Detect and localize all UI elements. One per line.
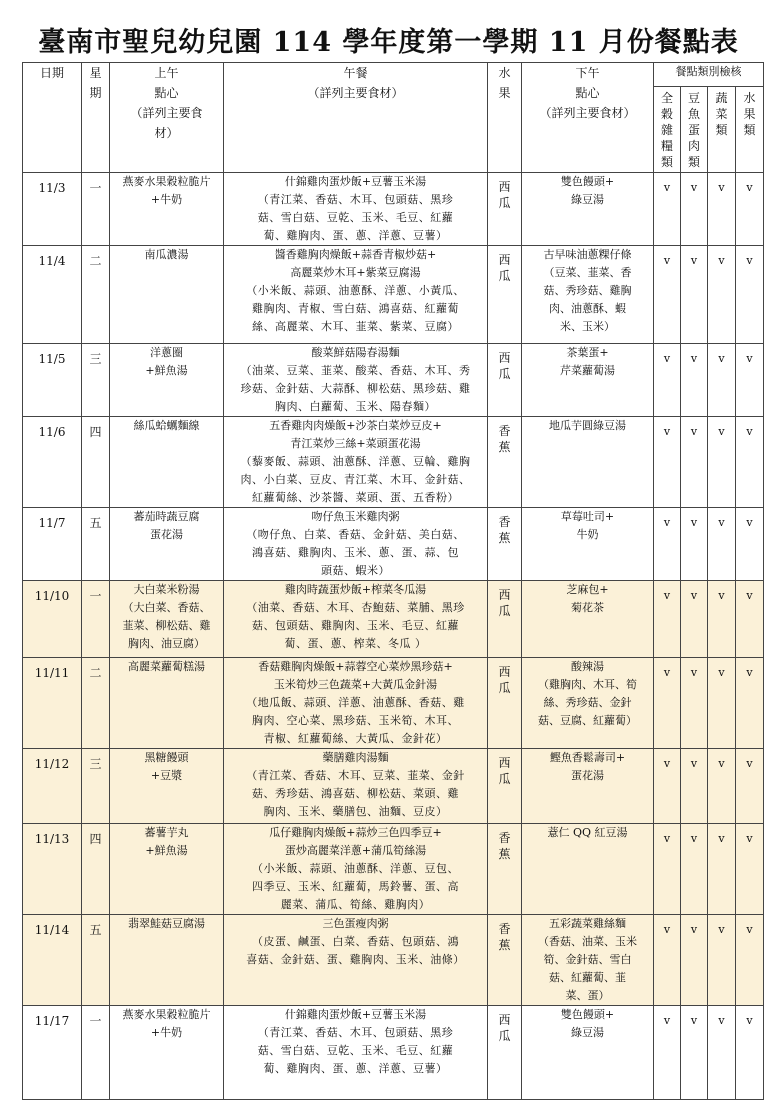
row-fruit: 西 瓜 xyxy=(488,173,522,246)
row-check-grains: v xyxy=(654,658,681,749)
row-check-veg: v xyxy=(708,824,736,915)
table-header xyxy=(23,63,764,173)
row-weekday: 五 xyxy=(82,915,110,1006)
row-check-grains: v xyxy=(654,581,681,658)
row-weekday: 二 xyxy=(82,246,110,344)
table-row xyxy=(23,915,764,1006)
row-fruit: 西 瓜 xyxy=(488,749,522,824)
row-pm-snack: 雙色饅頭+ 綠豆湯 xyxy=(522,1006,654,1100)
table-row xyxy=(23,246,764,344)
row-pm-snack: 雙色饅頭+ 綠豆湯 xyxy=(522,173,654,246)
row-date: 11/10 xyxy=(23,581,82,658)
row-lunch-ingredients: （油菜、豆菜、韮菜、酸菜、香菇、木耳、秀 珍菇、金針菇、大蒜酥、柳松菇、黑珍菇、雞 胸肉、白蘿蔔、玉米、陽春麵） xyxy=(240,364,471,413)
row-lunch-ingredients: （皮蛋、鹹蛋、白菜、香菇、包頭菇、鴻 喜菇、金針菇、蛋、雞胸肉、玉米、油條） xyxy=(246,935,465,966)
row-date: 11/5 xyxy=(23,344,82,417)
row-fruit: 香 蕉 xyxy=(488,508,522,581)
row-check-grains: v xyxy=(654,508,681,581)
row-check-fruit: v xyxy=(736,246,764,344)
row-fruit: 西 瓜 xyxy=(488,344,522,417)
row-fruit: 西 瓜 xyxy=(488,1006,522,1100)
row-check-grains: v xyxy=(654,344,681,417)
row-lunch-main: 雞肉時蔬蛋炒飯+榨菜冬瓜湯 xyxy=(284,583,427,596)
row-weekday: 一 xyxy=(82,1006,110,1100)
row-date: 11/4 xyxy=(23,246,82,344)
row-check-protein: v xyxy=(681,508,708,581)
row-check-fruit: v xyxy=(736,344,764,417)
table-row xyxy=(23,1006,764,1100)
row-lunch-main: 酸菜鮮菇陽春湯麵 xyxy=(311,346,400,359)
row-check-protein: v xyxy=(681,246,708,344)
row-check-veg: v xyxy=(708,658,736,749)
row-fruit: 香 蕉 xyxy=(488,824,522,915)
table-row xyxy=(23,824,764,915)
row-check-protein: v xyxy=(681,824,708,915)
row-pm-snack: 古早味油蔥粿仔條 （豆菜、韮菜、香 菇、秀珍菇、雞胸 肉、油蔥酥、蝦 米、玉米） xyxy=(522,246,654,344)
row-check-fruit: v xyxy=(736,915,764,1006)
row-lunch-ingredients: （小米飯、蒜頭、油蔥酥、洋蔥、小黃瓜、 雞胸肉、青椒、雪白菇、鴻喜菇、紅蘿蔔 絲、高麗菜、木耳、韮菜、紫菜、豆腐） xyxy=(246,284,465,333)
row-pm-snack: 五彩蔬菜雞絲麵 （香菇、油菜、玉米 筍、金針菇、雪白 菇、紅蘿蔔、韮 菜、蛋） xyxy=(522,915,654,1006)
row-am-snack: 燕麥水果穀粒脆片 +牛奶 xyxy=(110,173,224,246)
row-lunch-ingredients: （油菜、香菇、木耳、杏鮑菇、菜脯、黑珍 菇、包頭菇、雞胸肉、玉米、毛豆、紅蘿 蔔、蛋、蔥、榨菜、冬瓜 ） xyxy=(246,601,465,650)
header-weekday: 星 期 xyxy=(82,63,110,173)
row-check-grains: v xyxy=(654,915,681,1006)
table-row xyxy=(23,658,764,749)
row-lunch-main: 香菇雞胸肉燥飯+蒜蓉空心菜炒黑珍菇+ 玉米筍炒三色蔬菜+大黃瓜金針湯 xyxy=(258,660,453,691)
row-check-veg: v xyxy=(708,915,736,1006)
row-check-veg: v xyxy=(708,173,736,246)
row-pm-snack: 鰹魚香鬆壽司+ 蛋花湯 xyxy=(522,749,654,824)
row-pm-snack: 草莓吐司+ 牛奶 xyxy=(522,508,654,581)
row-check-veg: v xyxy=(708,246,736,344)
row-lunch-ingredients: （小米飯、蒜頭、油蔥酥、洋蔥、豆包、 四季豆、玉米、紅蘿蔔，馬鈴薯、蛋、高 麗菜、蒲瓜、筍絲、雞胸肉） xyxy=(252,862,459,911)
meal-table xyxy=(22,62,764,1100)
row-lunch-main: 五香雞肉肉燥飯+沙茶白菜炒豆皮+ 青江菜炒三絲+菜頭蛋花湯 xyxy=(269,419,442,450)
row-lunch-ingredients: （藜麥飯、蒜頭、油蔥酥、洋蔥、豆輪、雞胸 肉、小白菜、豆皮、青江菜、木耳、金針菇、 紅蘿蔔絲、沙茶醬、菜頭、蛋、五香粉） xyxy=(240,455,471,504)
row-check-veg: v xyxy=(708,508,736,581)
row-check-fruit: v xyxy=(736,417,764,508)
row-date: 11/11 xyxy=(23,658,82,749)
row-weekday: 三 xyxy=(82,749,110,824)
row-check-protein: v xyxy=(681,581,708,658)
row-check-grains: v xyxy=(654,824,681,915)
row-weekday: 二 xyxy=(82,658,110,749)
table-row xyxy=(23,344,764,417)
row-check-protein: v xyxy=(681,1006,708,1100)
header-date: 日期 xyxy=(23,63,82,173)
row-check-fruit: v xyxy=(736,749,764,824)
row-am-snack: 蕃茄時蔬豆腐 蛋花湯 xyxy=(110,508,224,581)
row-pm-snack: 芝麻包+ 菊花茶 xyxy=(522,581,654,658)
table-body xyxy=(23,173,764,1100)
row-check-protein: v xyxy=(681,417,708,508)
table-row xyxy=(23,173,764,246)
row-weekday: 四 xyxy=(82,824,110,915)
row-check-veg: v xyxy=(708,417,736,508)
row-weekday: 一 xyxy=(82,581,110,658)
row-lunch-main: 醬香雞胸肉燥飯+蒜香青椒炒菇+ 高麗菜炒木耳+紫菜豆腐湯 xyxy=(274,248,437,279)
row-lunch-main: 什錦雞肉蛋炒飯+豆薯玉米湯 xyxy=(284,1008,427,1021)
header-check-title: 餐點類別檢核 xyxy=(654,63,764,87)
row-date: 11/7 xyxy=(23,508,82,581)
header-pm-snack: 下午 點心 （詳列主要食材） xyxy=(522,63,654,173)
row-am-snack: 南瓜濃湯 xyxy=(110,246,224,344)
row-check-protein: v xyxy=(681,173,708,246)
row-check-veg: v xyxy=(708,1006,736,1100)
row-check-fruit: v xyxy=(736,658,764,749)
row-check-grains: v xyxy=(654,246,681,344)
table-row xyxy=(23,417,764,508)
row-date: 11/13 xyxy=(23,824,82,915)
row-pm-snack: 薏仁 QQ 紅豆湯 xyxy=(522,824,654,915)
header-check-protein: 豆 魚 蛋 肉 類 xyxy=(681,87,708,173)
row-lunch-main: 吻仔魚玉米雞肉粥 xyxy=(311,510,400,523)
row-fruit: 香 蕉 xyxy=(488,417,522,508)
row-pm-snack: 地瓜芋圓綠豆湯 xyxy=(522,417,654,508)
row-check-protein: v xyxy=(681,915,708,1006)
row-check-grains: v xyxy=(654,749,681,824)
header-fruit: 水 果 xyxy=(488,63,522,173)
row-pm-snack: 茶葉蛋+ 芹菜蘿蔔湯 xyxy=(522,344,654,417)
row-fruit: 西 瓜 xyxy=(488,581,522,658)
header-lunch: 午餐 （詳列主要食材） xyxy=(224,63,488,173)
row-pm-snack: 酸辣湯 （雞胸肉、木耳、筍 絲、秀珍菇、金針 菇、豆腐、紅蘿蔔） xyxy=(522,658,654,749)
row-check-fruit: v xyxy=(736,1006,764,1100)
row-check-grains: v xyxy=(654,417,681,508)
header-check-grains: 全 穀 雜 糧 類 xyxy=(654,87,681,173)
row-fruit: 西 瓜 xyxy=(488,658,522,749)
row-date: 11/12 xyxy=(23,749,82,824)
row-check-grains: v xyxy=(654,173,681,246)
row-lunch-main: 瓜仔雞胸肉燥飯+蒜炒三色四季豆+ 蛋炒高麗菜洋蔥+蒲瓜筍絲湯 xyxy=(269,826,442,857)
row-lunch-ingredients: （地瓜飯、蒜頭、洋蔥、油蔥酥、香菇、雞 胸肉、空心菜、黑珍菇、玉米筍、木耳、 青椒、紅蘿蔔絲、大黃瓜、金針花） xyxy=(246,696,465,745)
row-lunch-main: 什錦雞肉蛋炒飯+豆薯玉米湯 xyxy=(284,175,427,188)
row-lunch-main: 藥膳雞肉湯麵 xyxy=(322,751,389,764)
row-date: 11/14 xyxy=(23,915,82,1006)
row-lunch-main: 三色蛋瘦肉粥 xyxy=(322,917,389,930)
row-date: 11/17 xyxy=(23,1006,82,1100)
row-weekday: 一 xyxy=(82,173,110,246)
row-check-veg: v xyxy=(708,344,736,417)
row-fruit: 香 蕉 xyxy=(488,915,522,1006)
row-fruit: 西 瓜 xyxy=(488,246,522,344)
table-row xyxy=(23,581,764,658)
row-am-snack: 洋蔥圈 +鮮魚湯 xyxy=(110,344,224,417)
row-weekday: 四 xyxy=(82,417,110,508)
row-check-veg: v xyxy=(708,581,736,658)
page-title: 臺南市聖兒幼兒園 114 學年度第一學期 11 月份餐點表 xyxy=(38,27,739,58)
row-weekday: 三 xyxy=(82,344,110,417)
row-am-snack: 翡翠鮭菇豆腐湯 xyxy=(110,915,224,1006)
header-check-veg: 蔬 菜 類 xyxy=(708,87,736,173)
table-row xyxy=(23,508,764,581)
row-lunch-ingredients: （青江菜、香菇、木耳、豆菜、韮菜、金針 菇、秀珍菇、鴻喜菇、柳松菇、菜頭、雞 胸肉、玉米、藥膳包、油麵、豆皮） xyxy=(246,769,465,818)
row-am-snack: 絲瓜蛤蠣麵線 xyxy=(110,417,224,508)
row-check-grains: v xyxy=(654,1006,681,1100)
row-check-fruit: v xyxy=(736,824,764,915)
row-lunch-ingredients: （吻仔魚、白菜、香菇、金針菇、美白菇、 鴻喜菇、雞胸肉、玉米、蔥、蛋、蒜、包 頭菇、蝦米） xyxy=(246,528,465,577)
row-weekday: 五 xyxy=(82,508,110,581)
row-am-snack: 燕麥水果穀粒脆片 +牛奶 xyxy=(110,1006,224,1100)
row-am-snack: 高麗菜蘿蔔糕湯 xyxy=(110,658,224,749)
row-date: 11/3 xyxy=(23,173,82,246)
row-check-fruit: v xyxy=(736,581,764,658)
row-am-snack: 蕃薯芋丸 +鮮魚湯 xyxy=(110,824,224,915)
row-check-protein: v xyxy=(681,749,708,824)
row-am-snack: 大白菜米粉湯 （大白菜、香菇、 韮菜、柳松菇、雞 胸肉、油豆腐） xyxy=(110,581,224,658)
row-check-protein: v xyxy=(681,658,708,749)
row-check-veg: v xyxy=(708,749,736,824)
row-date: 11/6 xyxy=(23,417,82,508)
header-check-fruit: 水 果 類 xyxy=(736,87,764,173)
row-check-protein: v xyxy=(681,344,708,417)
row-check-fruit: v xyxy=(736,508,764,581)
row-lunch-ingredients: （青江菜、香菇、木耳、包頭菇、黑珍 菇、雪白菇、豆乾、玉米、毛豆、紅蘿 蔔、雞胸肉、蛋、蔥、洋蔥、豆薯） xyxy=(257,193,454,242)
header-am-snack: 上午 點心 （詳列主要食 材） xyxy=(110,63,224,173)
table-row xyxy=(23,749,764,824)
row-lunch-ingredients: （青江菜、香菇、木耳、包頭菇、黑珍 菇、雪白菇、豆乾、玉米、毛豆、紅蘿 蔔、雞胸肉、蛋、蔥、洋蔥、豆薯） xyxy=(257,1026,454,1075)
row-am-snack: 黑糖饅頭 +豆漿 xyxy=(110,749,224,824)
row-check-fruit: v xyxy=(736,173,764,246)
